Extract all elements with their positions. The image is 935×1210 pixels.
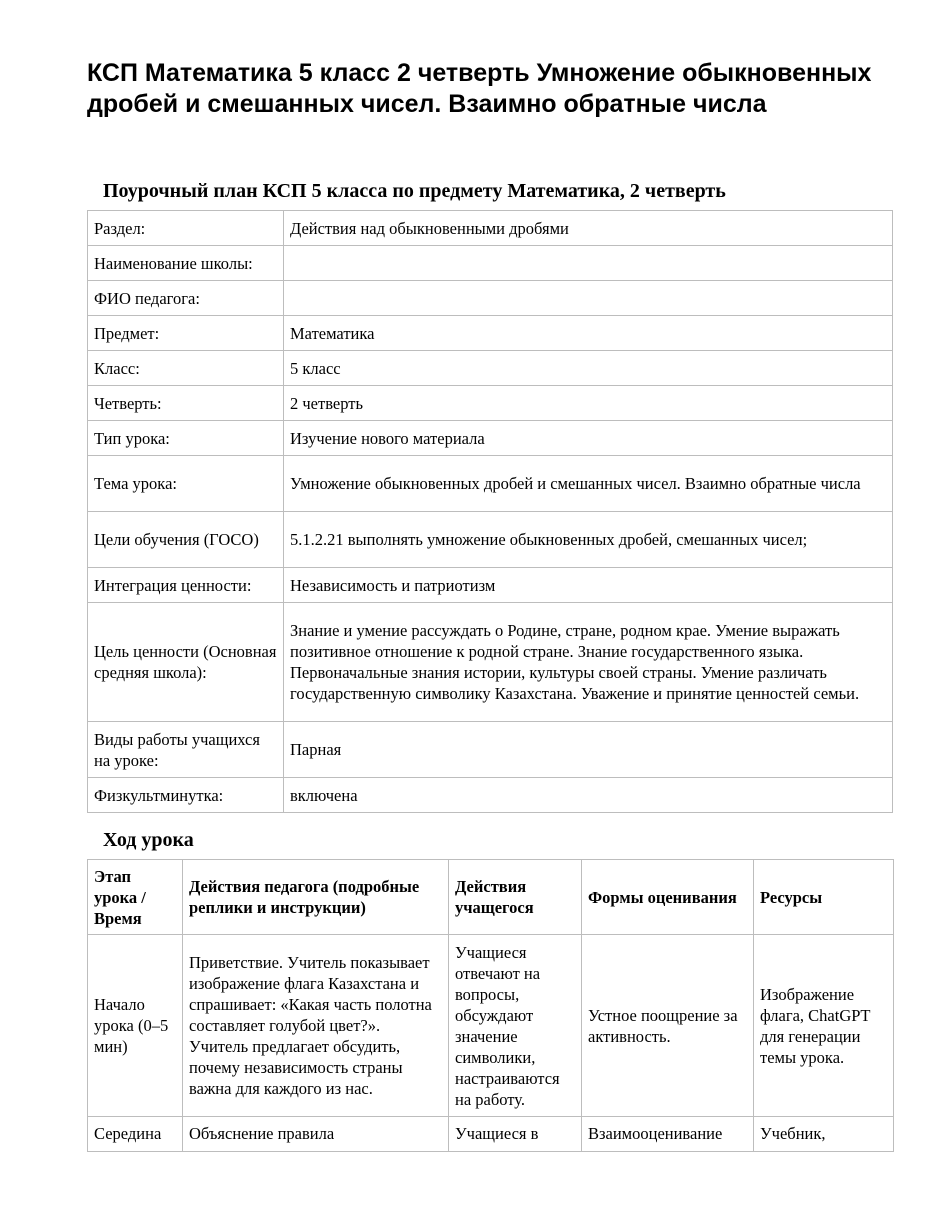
info-key: Наименование школы: <box>88 246 284 281</box>
info-value: Знание и умение рассуждать о Родине, стране, родном крае. Умение выражать позитивное отношение к родной стране. Знание государственного языка. Первоначальные знания истории, культуры своей страны. Умение различать государственную символику Казахстана. Уважение и принятие ценностей семьи. <box>284 603 893 722</box>
info-value: 5 класс <box>284 351 893 386</box>
column-header-resources: Ресурсы <box>754 860 894 935</box>
table-row <box>88 211 893 246</box>
table-row <box>88 456 893 512</box>
info-key: Физкультминутка: <box>88 778 284 813</box>
table-row <box>88 778 893 813</box>
table-row <box>88 568 893 603</box>
table-row <box>88 1117 894 1152</box>
column-header-student-actions: Действия учащегося <box>449 860 582 935</box>
lesson-steps-table <box>87 859 894 1152</box>
info-key: Раздел: <box>88 211 284 246</box>
info-key: Четверть: <box>88 386 284 421</box>
assessment-cell: Взаимооценивание <box>582 1117 754 1152</box>
info-key: Тема урока: <box>88 456 284 512</box>
table-row <box>88 281 893 316</box>
table-row <box>88 246 893 281</box>
student-actions-cell: Учащиеся в <box>449 1117 582 1152</box>
info-key: Тип урока: <box>88 421 284 456</box>
student-actions-cell: Учащиеся отвечают на вопросы, обсуждают значение символики, настраиваются на работу. <box>449 935 582 1117</box>
teacher-actions-cell: Приветствие. Учитель показывает изображение флага Казахстана и спрашивает: «Какая часть полотна составляет голубой цвет?». Учитель предлагает обсудить, почему независимость страны важна для каждого из нас. <box>183 935 449 1117</box>
info-key: Виды работы учащихся на уроке: <box>88 722 284 778</box>
info-value: 5.1.2.21 выполнять умножение обыкновенных дробей, смешанных чисел; <box>284 512 893 568</box>
stage-cell: Середина <box>88 1117 183 1152</box>
table-header-row <box>88 860 894 935</box>
table-row <box>88 421 893 456</box>
document-title: КСП Математика 5 класс 2 четверть Умножение обыкновенных дробей и смешанных чисел. Взаимно обратные числа <box>87 59 872 118</box>
table-row <box>88 603 893 722</box>
info-key: Интеграция ценности: <box>88 568 284 603</box>
info-key: Предмет: <box>88 316 284 351</box>
info-value: Изучение нового материала <box>284 421 893 456</box>
column-header-assessment: Формы оценивания <box>582 860 754 935</box>
table-row <box>88 935 894 1117</box>
info-value <box>284 281 893 316</box>
column-header-teacher-actions: Действия педагога (подробные реплики и инструкции) <box>183 860 449 935</box>
lesson-info-table <box>87 210 893 813</box>
info-key: ФИО педагога: <box>88 281 284 316</box>
info-value: Умножение обыкновенных дробей и смешанных чисел. Взаимно обратные числа <box>284 456 893 512</box>
table-row <box>88 722 893 778</box>
info-value: включена <box>284 778 893 813</box>
stage-cell: Начало урока (0–5 мин) <box>88 935 183 1117</box>
assessment-cell: Устное поощрение за активность. <box>582 935 754 1117</box>
info-value: Математика <box>284 316 893 351</box>
info-value <box>284 246 893 281</box>
info-value: Независимость и патриотизм <box>284 568 893 603</box>
plan-heading: Поурочный план КСП 5 класса по предмету Математика, 2 четверть <box>103 180 726 202</box>
info-key: Цель ценности (Основная средняя школа): <box>88 603 284 722</box>
info-value: Парная <box>284 722 893 778</box>
info-value: Действия над обыкновенными дробями <box>284 211 893 246</box>
resources-cell: Учебник, <box>754 1117 894 1152</box>
info-key: Класс: <box>88 351 284 386</box>
column-header-stage: Этап урока / Время <box>88 860 183 935</box>
info-value: 2 четверть <box>284 386 893 421</box>
table-row <box>88 316 893 351</box>
info-key: Цели обучения (ГОСО) <box>88 512 284 568</box>
resources-cell: Изображение флага, ChatGPT для генерации темы урока. <box>754 935 894 1117</box>
teacher-actions-cell: Объяснение правила <box>183 1117 449 1152</box>
table-row <box>88 351 893 386</box>
table-row <box>88 512 893 568</box>
table-row <box>88 386 893 421</box>
lesson-heading: Ход урока <box>103 829 194 851</box>
